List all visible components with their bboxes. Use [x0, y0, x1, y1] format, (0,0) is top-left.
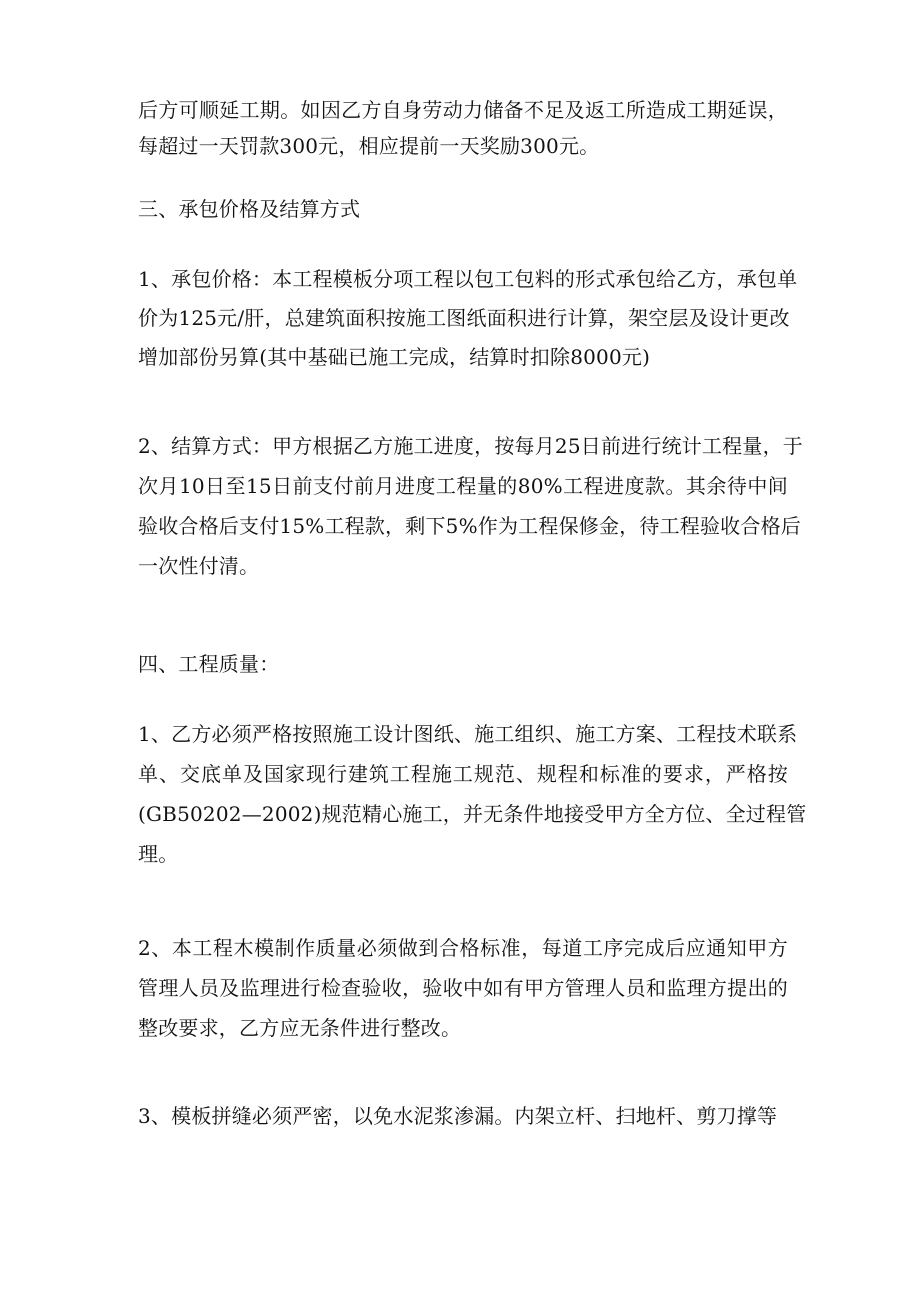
text-line: 单、交底单及国家现行建筑工程施工规范、规程和标准的要求，严格按	[138, 762, 788, 786]
section-heading-quality	[138, 646, 788, 682]
text-line: 3、模板拼缝必须严密，以免水泥浆渗漏。内架立杆、扫地杆、剪刀撑等	[138, 1104, 778, 1128]
text-line: 每超过一天罚款300元，相应提前一天奖励300元。	[138, 134, 600, 158]
heading-text: 四、工程质量：	[138, 652, 280, 676]
text-line: 理。	[138, 842, 179, 866]
text-line: (GB50202—2002)规范精心施工，并无条件地接受甲方全方位、全过程管	[138, 802, 807, 826]
text-line: 增加部份另算(其中基础已施工完成，结算时扣除8000元)	[138, 345, 651, 369]
text-line: 一次性付清。	[138, 554, 260, 578]
paragraph-settlement-method	[138, 428, 803, 584]
paragraph-schedule-extension	[138, 92, 788, 164]
text-line: 1、承包价格：本工程模板分项工程以包工包料的形式承包给乙方，承包单	[138, 267, 798, 291]
text-line: 2、本工程木模制作质量必须做到合格标准，每道工序完成后应通知甲方	[138, 936, 788, 960]
text-line: 整改要求，乙方应无条件进行整改。	[138, 1016, 462, 1040]
text-line: 1、乙方必须严格按照施工设计图纸、施工组织、施工方案、工程技术联系	[138, 722, 798, 746]
text-line: 价为125元/肝，总建筑面积按施工图纸面积进行计算，架空层及设计更改	[138, 306, 790, 330]
text-line: 后方可顺延工期。如因乙方自身劳动力储备不足及返工所造成工期延误，	[138, 98, 788, 122]
text-line: 管理人员及监理进行检查验收，验收中如有甲方管理人员和监理方提出的	[138, 976, 788, 1000]
heading-text: 三、承包价格及结算方式	[138, 197, 361, 221]
text-line: 次月10日至15日前支付前月进度工程量的80%工程进度款。其余待中间	[138, 474, 788, 498]
text-line: 验收合格后支付15%工程款，剩下5%作为工程保修金，待工程验收合格后	[138, 514, 801, 538]
section-heading-price-settlement	[138, 191, 788, 227]
paragraph-formwork-joints	[138, 1098, 788, 1134]
text-line: 2、结算方式：甲方根据乙方施工进度，按每月25日前进行统计工程量，于	[138, 434, 803, 458]
paragraph-quality-standards	[138, 716, 807, 872]
paragraph-formwork-quality	[138, 930, 788, 1046]
paragraph-contract-price	[138, 261, 798, 375]
